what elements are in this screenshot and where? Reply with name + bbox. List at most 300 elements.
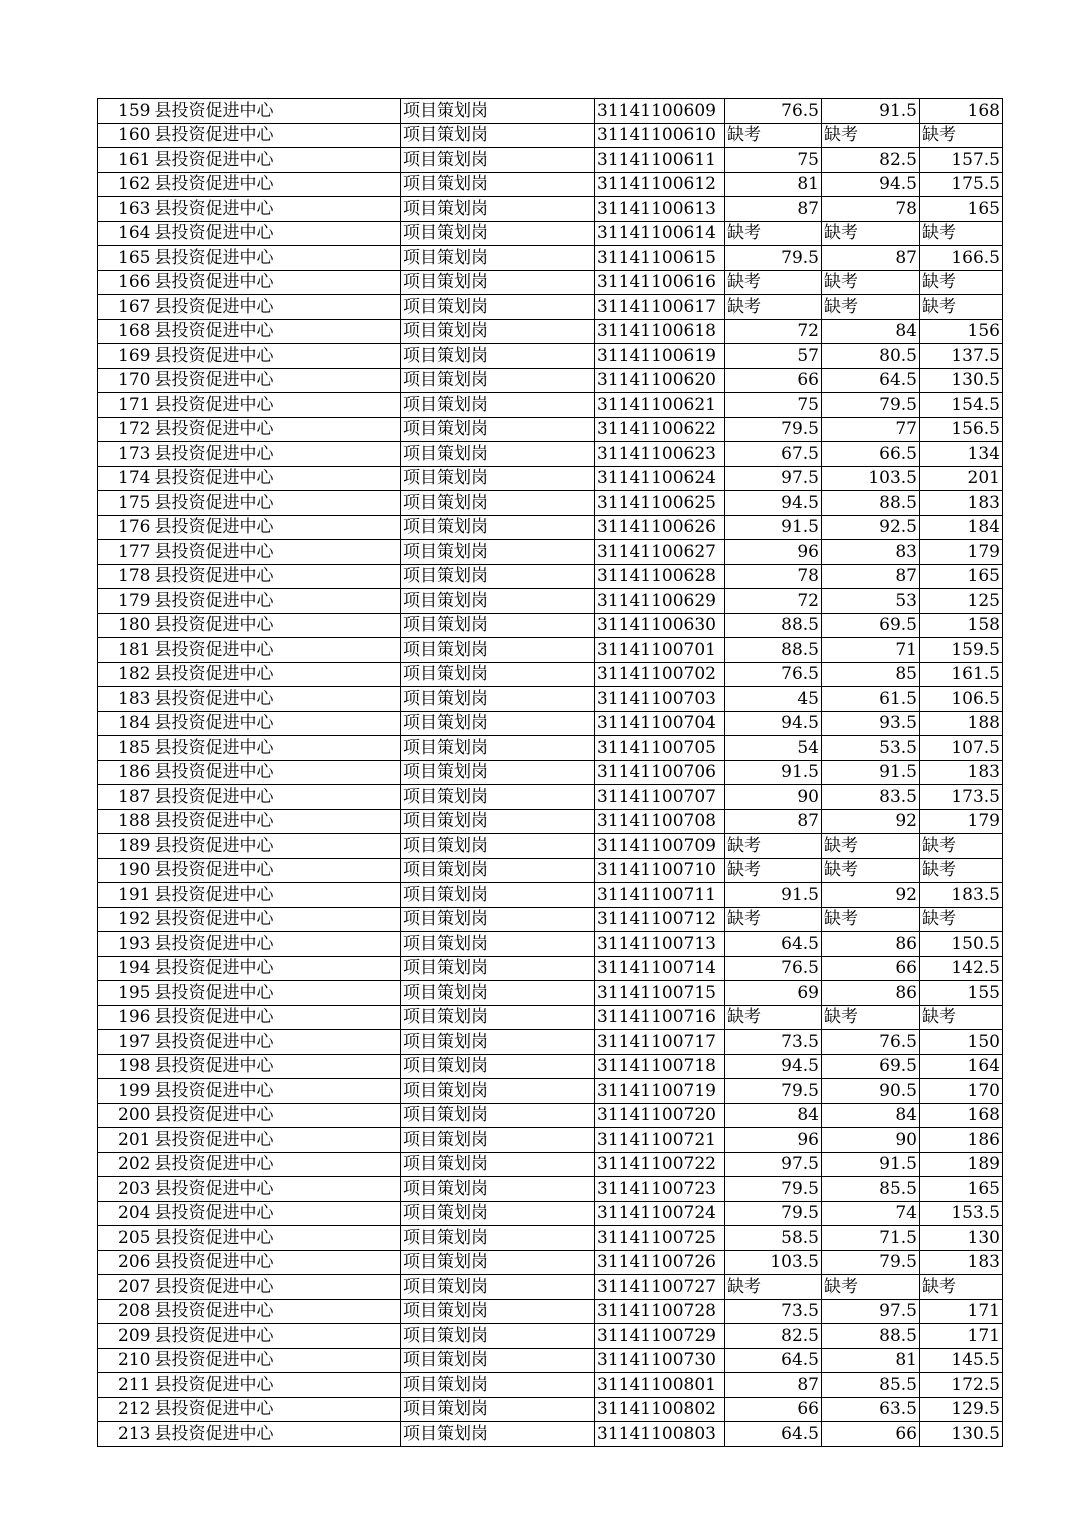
score-2-cell: 87: [822, 246, 920, 271]
score-2-cell: 61.5: [822, 687, 920, 712]
unit-cell: 县投资促进中心: [153, 1103, 401, 1128]
score-2-cell: 92.5: [822, 515, 920, 540]
table-row: [98, 148, 1003, 173]
score-2-cell: 91.5: [822, 99, 920, 124]
table-row: [98, 319, 1003, 344]
row-number-cell: 194: [98, 956, 153, 981]
score-2-cell: 缺考: [822, 270, 920, 295]
ticket-number-cell: 31141100722: [595, 1152, 725, 1177]
total-score-cell: 183: [920, 1250, 1003, 1275]
score-1-cell: 87: [725, 809, 822, 834]
table-row: [98, 1373, 1003, 1398]
row-number-cell: 189: [98, 834, 153, 859]
total-score-cell: 158: [920, 613, 1003, 638]
score-2-cell: 90: [822, 1128, 920, 1153]
table-row: [98, 368, 1003, 393]
unit-cell: 县投资促进中心: [153, 1152, 401, 1177]
position-cell: 项目策划岗: [401, 589, 595, 614]
table-row: [98, 270, 1003, 295]
position-cell: 项目策划岗: [401, 883, 595, 908]
unit-cell: 县投资促进中心: [153, 197, 401, 222]
table-row: [98, 1348, 1003, 1373]
unit-cell: 县投资促进中心: [153, 956, 401, 981]
table-row: [98, 1201, 1003, 1226]
row-number-cell: 175: [98, 491, 153, 516]
position-cell: 项目策划岗: [401, 1226, 595, 1251]
unit-cell: 县投资促进中心: [153, 344, 401, 369]
total-score-cell: 186: [920, 1128, 1003, 1153]
ticket-number-cell: 31141100710: [595, 858, 725, 883]
score-2-cell: 53: [822, 589, 920, 614]
unit-cell: 县投资促进中心: [153, 711, 401, 736]
total-score-cell: 130.5: [920, 368, 1003, 393]
row-number-cell: 192: [98, 907, 153, 932]
row-number-cell: 173: [98, 442, 153, 467]
total-score-cell: 154.5: [920, 393, 1003, 418]
ticket-number-cell: 31141100617: [595, 295, 725, 320]
total-score-cell: 153.5: [920, 1201, 1003, 1226]
row-number-cell: 162: [98, 172, 153, 197]
position-cell: 项目策划岗: [401, 1177, 595, 1202]
position-cell: 项目策划岗: [401, 809, 595, 834]
row-number-cell: 159: [98, 99, 153, 124]
row-number-cell: 177: [98, 540, 153, 565]
ticket-number-cell: 31141100612: [595, 172, 725, 197]
score-1-cell: 66: [725, 1397, 822, 1422]
score-2-cell: 92: [822, 883, 920, 908]
score-1-cell: 96: [725, 540, 822, 565]
table-row: [98, 491, 1003, 516]
row-number-cell: 187: [98, 785, 153, 810]
score-2-cell: 77: [822, 417, 920, 442]
total-score-cell: 179: [920, 540, 1003, 565]
ticket-number-cell: 31141100717: [595, 1030, 725, 1055]
ticket-number-cell: 31141100621: [595, 393, 725, 418]
position-cell: 项目策划岗: [401, 564, 595, 589]
ticket-number-cell: 31141100719: [595, 1079, 725, 1104]
score-1-cell: 缺考: [725, 907, 822, 932]
unit-cell: 县投资促进中心: [153, 613, 401, 638]
total-score-cell: 165: [920, 197, 1003, 222]
unit-cell: 县投资促进中心: [153, 1324, 401, 1349]
score-2-cell: 66: [822, 956, 920, 981]
score-2-cell: 69.5: [822, 613, 920, 638]
row-number-cell: 202: [98, 1152, 153, 1177]
total-score-cell: 129.5: [920, 1397, 1003, 1422]
unit-cell: 县投资促进中心: [153, 907, 401, 932]
unit-cell: 县投资促进中心: [153, 1373, 401, 1398]
row-number-cell: 163: [98, 197, 153, 222]
total-score-cell: 缺考: [920, 1005, 1003, 1030]
row-number-cell: 182: [98, 662, 153, 687]
total-score-cell: 161.5: [920, 662, 1003, 687]
unit-cell: 县投资促进中心: [153, 221, 401, 246]
total-score-cell: 156.5: [920, 417, 1003, 442]
position-cell: 项目策划岗: [401, 932, 595, 957]
score-2-cell: 71.5: [822, 1226, 920, 1251]
score-1-cell: 57: [725, 344, 822, 369]
score-1-cell: 66: [725, 368, 822, 393]
unit-cell: 县投资促进中心: [153, 99, 401, 124]
position-cell: 项目策划岗: [401, 270, 595, 295]
table-row: [98, 1299, 1003, 1324]
position-cell: 项目策划岗: [401, 858, 595, 883]
position-cell: 项目策划岗: [401, 540, 595, 565]
unit-cell: 县投资促进中心: [153, 393, 401, 418]
ticket-number-cell: 31141100715: [595, 981, 725, 1006]
position-cell: 项目策划岗: [401, 368, 595, 393]
score-1-cell: 76.5: [725, 956, 822, 981]
ticket-number-cell: 31141100623: [595, 442, 725, 467]
score-1-cell: 94.5: [725, 711, 822, 736]
score-1-cell: 75: [725, 393, 822, 418]
ticket-number-cell: 31141100726: [595, 1250, 725, 1275]
unit-cell: 县投资促进中心: [153, 1128, 401, 1153]
ticket-number-cell: 31141100711: [595, 883, 725, 908]
score-2-cell: 85.5: [822, 1373, 920, 1398]
score-1-cell: 79.5: [725, 1177, 822, 1202]
position-cell: 项目策划岗: [401, 246, 595, 271]
ticket-number-cell: 31141100703: [595, 687, 725, 712]
table-row: [98, 1030, 1003, 1055]
score-1-cell: 87: [725, 197, 822, 222]
unit-cell: 县投资促进中心: [153, 1226, 401, 1251]
score-2-cell: 92: [822, 809, 920, 834]
score-2-cell: 97.5: [822, 1299, 920, 1324]
table-row: [98, 1324, 1003, 1349]
ticket-number-cell: 31141100628: [595, 564, 725, 589]
score-1-cell: 79.5: [725, 246, 822, 271]
row-number-cell: 198: [98, 1054, 153, 1079]
table-row: [98, 246, 1003, 271]
position-cell: 项目策划岗: [401, 344, 595, 369]
unit-cell: 县投资促进中心: [153, 1201, 401, 1226]
unit-cell: 县投资促进中心: [153, 1054, 401, 1079]
score-2-cell: 93.5: [822, 711, 920, 736]
position-cell: 项目策划岗: [401, 1275, 595, 1300]
position-cell: 项目策划岗: [401, 1005, 595, 1030]
ticket-number-cell: 31141100627: [595, 540, 725, 565]
row-number-cell: 205: [98, 1226, 153, 1251]
position-cell: 项目策划岗: [401, 1128, 595, 1153]
position-cell: 项目策划岗: [401, 1324, 595, 1349]
row-number-cell: 186: [98, 760, 153, 785]
position-cell: 项目策划岗: [401, 221, 595, 246]
score-2-cell: 88.5: [822, 491, 920, 516]
table-row: [98, 344, 1003, 369]
score-1-cell: 缺考: [725, 834, 822, 859]
row-number-cell: 210: [98, 1348, 153, 1373]
unit-cell: 县投资促进中心: [153, 1177, 401, 1202]
table-row: [98, 1177, 1003, 1202]
score-2-cell: 78: [822, 197, 920, 222]
ticket-number-cell: 31141100629: [595, 589, 725, 614]
position-cell: 项目策划岗: [401, 393, 595, 418]
unit-cell: 县投资促进中心: [153, 1250, 401, 1275]
score-1-cell: 84: [725, 1103, 822, 1128]
score-1-cell: 91.5: [725, 760, 822, 785]
score-1-cell: 81: [725, 172, 822, 197]
position-cell: 项目策划岗: [401, 1079, 595, 1104]
ticket-number-cell: 31141100712: [595, 907, 725, 932]
total-score-cell: 缺考: [920, 221, 1003, 246]
ticket-number-cell: 31141100729: [595, 1324, 725, 1349]
unit-cell: 县投资促进中心: [153, 515, 401, 540]
ticket-number-cell: 31141100718: [595, 1054, 725, 1079]
unit-cell: 县投资促进中心: [153, 295, 401, 320]
ticket-number-cell: 31141100702: [595, 662, 725, 687]
unit-cell: 县投资促进中心: [153, 1275, 401, 1300]
table-row: [98, 785, 1003, 810]
score-1-cell: 73.5: [725, 1299, 822, 1324]
total-score-cell: 107.5: [920, 736, 1003, 761]
row-number-cell: 166: [98, 270, 153, 295]
row-number-cell: 169: [98, 344, 153, 369]
position-cell: 项目策划岗: [401, 466, 595, 491]
total-score-cell: 168: [920, 1103, 1003, 1128]
position-cell: 项目策划岗: [401, 981, 595, 1006]
total-score-cell: 150.5: [920, 932, 1003, 957]
table-row: [98, 1103, 1003, 1128]
total-score-cell: 130: [920, 1226, 1003, 1251]
total-score-cell: 175.5: [920, 172, 1003, 197]
row-number-cell: 167: [98, 295, 153, 320]
ticket-number-cell: 31141100706: [595, 760, 725, 785]
row-number-cell: 185: [98, 736, 153, 761]
unit-cell: 县投资促进中心: [153, 1079, 401, 1104]
row-number-cell: 176: [98, 515, 153, 540]
position-cell: 项目策划岗: [401, 99, 595, 124]
position-cell: 项目策划岗: [401, 638, 595, 663]
score-1-cell: 90: [725, 785, 822, 810]
total-score-cell: 165: [920, 564, 1003, 589]
table-row: [98, 932, 1003, 957]
unit-cell: 县投资促进中心: [153, 246, 401, 271]
score-2-cell: 86: [822, 932, 920, 957]
score-2-cell: 86: [822, 981, 920, 1006]
row-number-cell: 184: [98, 711, 153, 736]
position-cell: 项目策划岗: [401, 172, 595, 197]
table-row: [98, 1250, 1003, 1275]
ticket-number-cell: 31141100618: [595, 319, 725, 344]
score-2-cell: 66.5: [822, 442, 920, 467]
score-1-cell: 94.5: [725, 491, 822, 516]
table-row: [98, 1054, 1003, 1079]
row-number-cell: 188: [98, 809, 153, 834]
score-1-cell: 94.5: [725, 1054, 822, 1079]
row-number-cell: 204: [98, 1201, 153, 1226]
position-cell: 项目策划岗: [401, 736, 595, 761]
table-row: [98, 1079, 1003, 1104]
row-number-cell: 183: [98, 687, 153, 712]
position-cell: 项目策划岗: [401, 711, 595, 736]
unit-cell: 县投资促进中心: [153, 932, 401, 957]
position-cell: 项目策划岗: [401, 123, 595, 148]
ticket-number-cell: 31141100721: [595, 1128, 725, 1153]
position-cell: 项目策划岗: [401, 417, 595, 442]
table-row: [98, 1152, 1003, 1177]
score-2-cell: 缺考: [822, 907, 920, 932]
table-row: [98, 1226, 1003, 1251]
position-cell: 项目策划岗: [401, 197, 595, 222]
score-1-cell: 73.5: [725, 1030, 822, 1055]
table-row: [98, 809, 1003, 834]
score-1-cell: 缺考: [725, 123, 822, 148]
score-1-cell: 79.5: [725, 1079, 822, 1104]
row-number-cell: 168: [98, 319, 153, 344]
table-row: [98, 1275, 1003, 1300]
ticket-number-cell: 31141100708: [595, 809, 725, 834]
total-score-cell: 142.5: [920, 956, 1003, 981]
table-row: [98, 564, 1003, 589]
score-2-cell: 74: [822, 1201, 920, 1226]
unit-cell: 县投资促进中心: [153, 981, 401, 1006]
position-cell: 项目策划岗: [401, 687, 595, 712]
score-2-cell: 缺考: [822, 834, 920, 859]
row-number-cell: 196: [98, 1005, 153, 1030]
total-score-cell: 171: [920, 1324, 1003, 1349]
row-number-cell: 200: [98, 1103, 153, 1128]
table-row: [98, 466, 1003, 491]
row-number-cell: 213: [98, 1422, 153, 1447]
unit-cell: 县投资促进中心: [153, 148, 401, 173]
score-1-cell: 67.5: [725, 442, 822, 467]
score-2-cell: 83.5: [822, 785, 920, 810]
table-row: [98, 1005, 1003, 1030]
score-2-cell: 缺考: [822, 123, 920, 148]
score-1-cell: 79.5: [725, 1201, 822, 1226]
position-cell: 项目策划岗: [401, 834, 595, 859]
table-row: [98, 1128, 1003, 1153]
score-2-cell: 87: [822, 564, 920, 589]
unit-cell: 县投资促进中心: [153, 1348, 401, 1373]
unit-cell: 县投资促进中心: [153, 319, 401, 344]
score-1-cell: 64.5: [725, 1348, 822, 1373]
total-score-cell: 缺考: [920, 123, 1003, 148]
position-cell: 项目策划岗: [401, 515, 595, 540]
ticket-number-cell: 31141100714: [595, 956, 725, 981]
total-score-cell: 189: [920, 1152, 1003, 1177]
row-number-cell: 209: [98, 1324, 153, 1349]
score-1-cell: 96: [725, 1128, 822, 1153]
score-2-cell: 71: [822, 638, 920, 663]
unit-cell: 县投资促进中心: [153, 687, 401, 712]
unit-cell: 县投资促进中心: [153, 662, 401, 687]
table-row: [98, 711, 1003, 736]
row-number-cell: 212: [98, 1397, 153, 1422]
position-cell: 项目策划岗: [401, 1373, 595, 1398]
score-1-cell: 82.5: [725, 1324, 822, 1349]
row-number-cell: 179: [98, 589, 153, 614]
row-number-cell: 172: [98, 417, 153, 442]
unit-cell: 县投资促进中心: [153, 785, 401, 810]
ticket-number-cell: 31141100705: [595, 736, 725, 761]
position-cell: 项目策划岗: [401, 662, 595, 687]
position-cell: 项目策划岗: [401, 1250, 595, 1275]
ticket-number-cell: 31141100609: [595, 99, 725, 124]
position-cell: 项目策划岗: [401, 442, 595, 467]
position-cell: 项目策划岗: [401, 1348, 595, 1373]
score-2-cell: 81: [822, 1348, 920, 1373]
table-row: [98, 638, 1003, 663]
unit-cell: 县投资促进中心: [153, 368, 401, 393]
unit-cell: 县投资促进中心: [153, 638, 401, 663]
row-number-cell: 195: [98, 981, 153, 1006]
score-2-cell: 76.5: [822, 1030, 920, 1055]
total-score-cell: 165: [920, 1177, 1003, 1202]
score-1-cell: 45: [725, 687, 822, 712]
position-cell: 项目策划岗: [401, 956, 595, 981]
position-cell: 项目策划岗: [401, 907, 595, 932]
score-1-cell: 缺考: [725, 221, 822, 246]
score-2-cell: 88.5: [822, 1324, 920, 1349]
unit-cell: 县投资促进中心: [153, 1005, 401, 1030]
position-cell: 项目策划岗: [401, 760, 595, 785]
total-score-cell: 134: [920, 442, 1003, 467]
score-1-cell: 缺考: [725, 1005, 822, 1030]
ticket-number-cell: 31141100615: [595, 246, 725, 271]
ticket-number-cell: 31141100701: [595, 638, 725, 663]
unit-cell: 县投资促进中心: [153, 1422, 401, 1447]
score-2-cell: 83: [822, 540, 920, 565]
total-score-cell: 173.5: [920, 785, 1003, 810]
table-row: [98, 662, 1003, 687]
ticket-number-cell: 31141100625: [595, 491, 725, 516]
table-row: [98, 123, 1003, 148]
total-score-cell: 缺考: [920, 858, 1003, 883]
score-1-cell: 75: [725, 148, 822, 173]
unit-cell: 县投资促进中心: [153, 1397, 401, 1422]
table-row: [98, 858, 1003, 883]
table-row: [98, 99, 1003, 124]
row-number-cell: 211: [98, 1373, 153, 1398]
ticket-number-cell: 31141100613: [595, 197, 725, 222]
row-number-cell: 178: [98, 564, 153, 589]
total-score-cell: 130.5: [920, 1422, 1003, 1447]
total-score-cell: 缺考: [920, 295, 1003, 320]
table-row: [98, 1422, 1003, 1447]
total-score-cell: 170: [920, 1079, 1003, 1104]
unit-cell: 县投资促进中心: [153, 883, 401, 908]
unit-cell: 县投资促进中心: [153, 270, 401, 295]
table-row: [98, 760, 1003, 785]
table-row: [98, 613, 1003, 638]
score-1-cell: 缺考: [725, 858, 822, 883]
row-number-cell: 170: [98, 368, 153, 393]
total-score-cell: 171: [920, 1299, 1003, 1324]
unit-cell: 县投资促进中心: [153, 417, 401, 442]
unit-cell: 县投资促进中心: [153, 442, 401, 467]
table-row: [98, 221, 1003, 246]
ticket-number-cell: 31141100724: [595, 1201, 725, 1226]
row-number-cell: 208: [98, 1299, 153, 1324]
total-score-cell: 159.5: [920, 638, 1003, 663]
ticket-number-cell: 31141100622: [595, 417, 725, 442]
total-score-cell: 缺考: [920, 1275, 1003, 1300]
row-number-cell: 193: [98, 932, 153, 957]
ticket-number-cell: 31141100801: [595, 1373, 725, 1398]
ticket-number-cell: 31141100802: [595, 1397, 725, 1422]
score-2-cell: 缺考: [822, 295, 920, 320]
score-2-cell: 94.5: [822, 172, 920, 197]
position-cell: 项目策划岗: [401, 785, 595, 810]
score-1-cell: 91.5: [725, 515, 822, 540]
score-1-cell: 88.5: [725, 613, 822, 638]
table-row: [98, 736, 1003, 761]
ticket-number-cell: 31141100610: [595, 123, 725, 148]
score-1-cell: 88.5: [725, 638, 822, 663]
row-number-cell: 174: [98, 466, 153, 491]
